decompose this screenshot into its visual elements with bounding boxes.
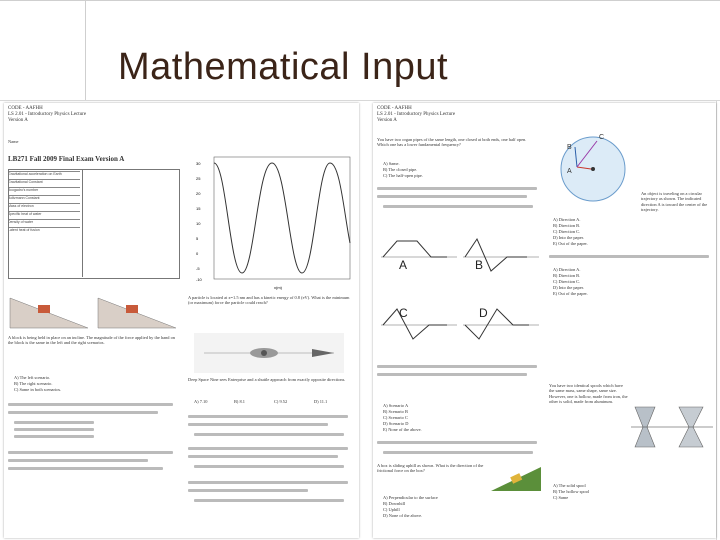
answer-option: B) 8.1 — [234, 399, 245, 404]
constant-row: Boltzmann Constant — [8, 195, 80, 203]
answer-option: C) Same — [553, 495, 569, 500]
text-line — [377, 365, 537, 368]
table-divider — [82, 169, 83, 277]
text-line — [194, 499, 344, 502]
answer-option: C) 9.52 — [274, 399, 288, 404]
page-header-line-3: Version A — [377, 118, 397, 123]
title-underline — [0, 100, 720, 101]
text-line — [14, 421, 94, 424]
text-line — [14, 428, 94, 431]
question-block: A block is being held in place on an incline. The magnitude of the force applied by the hand on the block is the same in the left and the right scenarios. — [8, 335, 175, 346]
y-tick: 25 — [196, 176, 201, 181]
circle-label-c: C — [599, 134, 605, 141]
exam-page-left — [4, 103, 359, 538]
graph-label-a: A — [399, 258, 408, 272]
incline-box-figure — [491, 463, 541, 493]
top-rule — [0, 0, 720, 1]
page-header-line-2: LS 2.01 - Introductory Physics Lecture — [377, 112, 456, 117]
answer-option: A) 7.10 — [194, 399, 208, 404]
exam-title: LB271 Fall 2009 Final Exam Version A — [8, 155, 125, 163]
answer-option: E) Out of the paper. — [553, 241, 588, 246]
text-line — [194, 465, 344, 468]
circle-trajectory-figure — [553, 129, 633, 209]
y-tick: -5 — [196, 266, 200, 271]
page-header-line-2: LS 2.01 - Introductory Physics Lecture — [8, 112, 87, 117]
answer-option: B) Direction B. — [553, 273, 581, 278]
text-line — [383, 451, 533, 454]
spaceship-figure — [194, 333, 344, 373]
text-line — [377, 441, 537, 444]
answer-option: C) Direction C. — [553, 279, 581, 284]
text-line — [8, 411, 158, 414]
constant-row: Mass of electron — [8, 203, 80, 211]
answer-option: B) The hollow spool — [553, 489, 590, 494]
answer-option: A) Direction A. — [553, 217, 581, 222]
answer-option: B) Scenario B — [383, 409, 408, 414]
text-line — [8, 403, 173, 406]
answer-option: B) The right scenario. — [14, 381, 53, 386]
question-circle: An object is traveling on a circular trajectory as shown. The indicated direction A is toward the center of the trajectory. — [641, 191, 708, 213]
text-line — [188, 489, 308, 492]
text-line — [8, 467, 163, 470]
exam-page-right — [373, 103, 716, 538]
potential-graph — [194, 153, 354, 293]
spool-figure — [631, 403, 713, 453]
constant-row: Gravitational Constant — [8, 179, 80, 187]
question-slide: A box is sliding uphill as shown. What is the direction of the frictional force on the box? — [377, 463, 484, 474]
answer-option: C) Direction C. — [553, 229, 581, 234]
y-tick: 15 — [196, 206, 201, 211]
header-divider — [85, 0, 86, 100]
constant-row: Avogadro's number — [8, 187, 80, 195]
text-line — [188, 415, 348, 418]
answer-option: A) The solid spool — [553, 483, 586, 488]
circle-label-a: A — [567, 168, 572, 175]
graph-label-d: D — [479, 306, 488, 320]
text-line — [8, 451, 173, 454]
x-axis-label: x(m) — [274, 285, 282, 290]
question-pipes: You have two organ pipes of the same length, one closed at both ends, one half open. Which one has a lower fundamental frequency? — [377, 137, 527, 148]
text-line — [8, 459, 148, 462]
page-header-line-1: CODE - AAFHH — [377, 106, 412, 111]
answer-option: D) 11.1 — [314, 399, 328, 404]
text-line — [188, 481, 348, 484]
answer-option: C) Uphill — [383, 507, 400, 512]
answer-option: A) Same. — [383, 161, 400, 166]
page-header-line-1: CODE - AAFHH — [8, 106, 43, 111]
answer-option: A) Perpendicular to the surface — [383, 495, 438, 500]
question-particle: A particle is located at x=1.5 nm and has a kinetic energy of 0.8 (eV). What is the minimum (or maximum) force the particle could reach? — [188, 295, 350, 306]
answer-option: A) Scenario A — [383, 403, 409, 408]
motion-graphs — [377, 219, 542, 359]
name-label: Name — [8, 139, 19, 144]
answer-option: D) Into the paper. — [553, 235, 584, 240]
answer-option: C) Same in both scenarios. — [14, 387, 62, 392]
answer-option: A) Direction A. — [553, 267, 581, 272]
y-tick: 0 — [196, 251, 199, 256]
constant-row: Gravitational acceleration on Earth — [8, 171, 80, 179]
answer-option: C) The half-open pipe. — [383, 173, 423, 178]
incline-figures — [8, 283, 178, 333]
text-line — [188, 447, 348, 450]
constants-table — [8, 169, 180, 279]
answer-option: D) None of the above. — [383, 513, 423, 518]
slide-title: Mathematical Input — [118, 46, 449, 88]
text-line — [377, 373, 527, 376]
y-tick: 10 — [196, 221, 201, 226]
constant-row: Specific heat of water — [8, 211, 80, 219]
right-border — [716, 100, 717, 540]
answer-option: C) Scenario C — [383, 415, 408, 420]
y-tick: 5 — [196, 236, 199, 241]
answer-option: B) Direction B. — [553, 223, 581, 228]
text-line — [188, 423, 328, 426]
answer-option: E) Out of the paper. — [553, 291, 588, 296]
circle-label-b: B — [567, 144, 572, 151]
y-tick: 20 — [196, 191, 201, 196]
constant-row: Density of water — [8, 219, 80, 227]
answer-option: B) Downhill — [383, 501, 406, 506]
answer-option: A) The left scenario. — [14, 375, 51, 380]
y-tick: 30 — [196, 161, 201, 166]
answer-option: D) Scenario D — [383, 421, 409, 426]
text-line — [194, 433, 344, 436]
answer-option: B) The closed pipe. — [383, 167, 418, 172]
question-spool: You have two identical spools which have the same mass, same shape, same size. However, one is hollow, made from iron, the other is solid, made from aluminum. — [549, 383, 628, 405]
text-line — [188, 455, 338, 458]
constant-row: Latent heat of fusion — [8, 227, 80, 235]
graph-label-c: C — [399, 306, 408, 320]
graph-label-b: B — [475, 258, 484, 272]
text-line — [377, 195, 527, 198]
text-line — [14, 435, 94, 438]
page-header-line-3: Version A — [8, 118, 28, 123]
question-space: Deep Space Nine sees Enterprise and a shuttle approach from exactly opposite directions. — [188, 377, 346, 382]
answer-option: D) Into the paper. — [553, 285, 584, 290]
text-line — [549, 255, 709, 258]
text-line — [383, 205, 533, 208]
y-tick: -10 — [196, 277, 202, 282]
answer-option: E) None of the above. — [383, 427, 422, 432]
text-line — [377, 187, 537, 190]
